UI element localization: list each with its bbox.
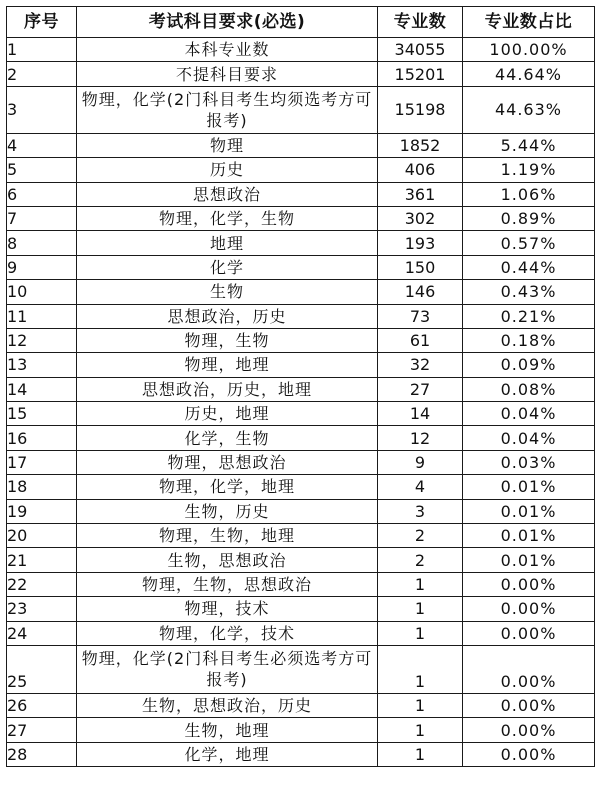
row-number-cell: 11: [7, 304, 77, 328]
table-row: [7, 133, 595, 157]
table-row: [7, 280, 595, 304]
major-percent-cell: 0.43%: [463, 280, 595, 304]
subject-requirement-cell: 历史，地理: [77, 402, 378, 426]
subject-requirement-cell: 物理，生物，思想政治: [77, 572, 378, 596]
major-count-cell: 4: [378, 475, 463, 499]
table-header: [7, 7, 595, 38]
table-row: [7, 693, 595, 717]
major-count-cell: 32: [378, 353, 463, 377]
row-number-cell: 22: [7, 572, 77, 596]
row-number-cell: 15: [7, 402, 77, 426]
major-count-cell: 1: [378, 572, 463, 596]
row-number-cell: 2: [7, 62, 77, 86]
row-number-cell: 10: [7, 280, 77, 304]
subject-requirement-cell: 生物: [77, 280, 378, 304]
row-number-cell: 12: [7, 328, 77, 352]
major-count-cell: 73: [378, 304, 463, 328]
major-percent-cell: 0.21%: [463, 304, 595, 328]
row-number-cell: 5: [7, 158, 77, 182]
major-count-cell: 14: [378, 402, 463, 426]
subject-requirement-cell: 本科专业数: [77, 38, 378, 62]
major-count-cell: 1: [378, 621, 463, 645]
major-count-cell: 15201: [378, 62, 463, 86]
table-row: [7, 621, 595, 645]
subject-requirement-cell: 生物，地理: [77, 718, 378, 742]
major-percent-cell: 0.09%: [463, 353, 595, 377]
major-count-cell: 361: [378, 182, 463, 206]
table-row: [7, 231, 595, 255]
major-percent-cell: 100.00%: [463, 38, 595, 62]
row-number-cell: 21: [7, 548, 77, 572]
header-percent: 专业数占比: [463, 7, 595, 38]
table-row: [7, 597, 595, 621]
major-percent-cell: 0.01%: [463, 499, 595, 523]
table-row: [7, 524, 595, 548]
row-number-cell: 9: [7, 255, 77, 279]
table-row: [7, 450, 595, 474]
major-count-cell: 2: [378, 548, 463, 572]
table-row: [7, 353, 595, 377]
major-percent-cell: 0.18%: [463, 328, 595, 352]
table-row: [7, 86, 595, 133]
major-count-cell: 302: [378, 206, 463, 230]
row-number-cell: 26: [7, 693, 77, 717]
subject-requirement-cell: 历史: [77, 158, 378, 182]
major-percent-cell: 0.00%: [463, 597, 595, 621]
major-percent-cell: 0.00%: [463, 621, 595, 645]
table-row: [7, 206, 595, 230]
subject-requirement-cell: 物理: [77, 133, 378, 157]
major-count-cell: 61: [378, 328, 463, 352]
major-count-cell: 3: [378, 499, 463, 523]
row-number-cell: 14: [7, 377, 77, 401]
table-body: [7, 38, 595, 767]
table-row: [7, 158, 595, 182]
subject-requirement-cell: 不提科目要求: [77, 62, 378, 86]
major-count-cell: 1: [378, 597, 463, 621]
major-count-cell: 34055: [378, 38, 463, 62]
table-row: [7, 499, 595, 523]
subject-requirement-cell: 物理，生物: [77, 328, 378, 352]
major-percent-cell: 0.04%: [463, 426, 595, 450]
table-row: [7, 426, 595, 450]
header-row: [7, 7, 595, 38]
table-row: [7, 402, 595, 426]
row-number-cell: 25: [7, 645, 77, 693]
major-percent-cell: 0.00%: [463, 693, 595, 717]
table-row: [7, 62, 595, 86]
header-count: 专业数: [378, 7, 463, 38]
subject-requirement-cell: 化学，地理: [77, 742, 378, 766]
subject-requirement-cell: 化学，生物: [77, 426, 378, 450]
subject-requirement-cell: 地理: [77, 231, 378, 255]
subject-requirement-cell: 思想政治，历史: [77, 304, 378, 328]
major-count-cell: 1: [378, 645, 463, 693]
subject-requirement-cell: 物理，化学，技术: [77, 621, 378, 645]
subject-requirement-cell: 物理，技术: [77, 597, 378, 621]
row-number-cell: 18: [7, 475, 77, 499]
subject-requirement-cell: 生物，历史: [77, 499, 378, 523]
major-count-cell: 1852: [378, 133, 463, 157]
major-percent-cell: 0.08%: [463, 377, 595, 401]
subject-requirement-cell: 物理，化学(2门科目考生必须选考方可报考): [77, 645, 378, 693]
major-count-cell: 1: [378, 718, 463, 742]
row-number-cell: 1: [7, 38, 77, 62]
major-percent-cell: 0.00%: [463, 742, 595, 766]
row-number-cell: 20: [7, 524, 77, 548]
row-number-cell: 24: [7, 621, 77, 645]
major-percent-cell: 0.01%: [463, 548, 595, 572]
row-number-cell: 23: [7, 597, 77, 621]
major-percent-cell: 5.44%: [463, 133, 595, 157]
row-number-cell: 19: [7, 499, 77, 523]
table-row: [7, 718, 595, 742]
major-percent-cell: 0.04%: [463, 402, 595, 426]
major-percent-cell: 44.63%: [463, 86, 595, 133]
major-count-cell: 146: [378, 280, 463, 304]
row-number-cell: 3: [7, 86, 77, 133]
subject-requirement-cell: 思想政治: [77, 182, 378, 206]
major-count-cell: 12: [378, 426, 463, 450]
row-number-cell: 8: [7, 231, 77, 255]
major-percent-cell: 0.44%: [463, 255, 595, 279]
major-count-cell: 406: [378, 158, 463, 182]
table-row: [7, 742, 595, 766]
row-number-cell: 7: [7, 206, 77, 230]
table-row: [7, 182, 595, 206]
major-percent-cell: 0.89%: [463, 206, 595, 230]
major-count-cell: 150: [378, 255, 463, 279]
major-count-cell: 9: [378, 450, 463, 474]
table-row: [7, 377, 595, 401]
major-percent-cell: 0.03%: [463, 450, 595, 474]
row-number-cell: 13: [7, 353, 77, 377]
major-percent-cell: 0.57%: [463, 231, 595, 255]
major-percent-cell: 1.19%: [463, 158, 595, 182]
major-percent-cell: 0.00%: [463, 645, 595, 693]
major-count-cell: 1: [378, 693, 463, 717]
table-row: [7, 548, 595, 572]
major-count-cell: 27: [378, 377, 463, 401]
subject-requirements-table: [6, 6, 595, 767]
row-number-cell: 6: [7, 182, 77, 206]
subject-requirement-cell: 思想政治，历史，地理: [77, 377, 378, 401]
table-row: [7, 572, 595, 596]
major-count-cell: 1: [378, 742, 463, 766]
subject-requirement-cell: 物理，生物，地理: [77, 524, 378, 548]
row-number-cell: 17: [7, 450, 77, 474]
table-row: [7, 645, 595, 693]
table-row: [7, 38, 595, 62]
major-percent-cell: 0.00%: [463, 718, 595, 742]
major-percent-cell: 0.01%: [463, 524, 595, 548]
header-subject: 考试科目要求(必选): [77, 7, 378, 38]
subject-requirement-cell: 物理，思想政治: [77, 450, 378, 474]
row-number-cell: 27: [7, 718, 77, 742]
subject-requirement-cell: 生物，思想政治: [77, 548, 378, 572]
row-number-cell: 16: [7, 426, 77, 450]
subject-requirement-cell: 化学: [77, 255, 378, 279]
major-percent-cell: 44.64%: [463, 62, 595, 86]
major-count-cell: 2: [378, 524, 463, 548]
row-number-cell: 28: [7, 742, 77, 766]
table-row: [7, 475, 595, 499]
major-percent-cell: 0.00%: [463, 572, 595, 596]
major-percent-cell: 0.01%: [463, 475, 595, 499]
row-number-cell: 4: [7, 133, 77, 157]
subject-requirement-cell: 物理，地理: [77, 353, 378, 377]
subject-requirement-cell: 物理，化学，生物: [77, 206, 378, 230]
table-row: [7, 255, 595, 279]
subject-requirement-cell: 物理，化学(2门科目考生均须选考方可报考): [77, 86, 378, 133]
table-row: [7, 328, 595, 352]
subject-requirement-cell: 物理，化学，地理: [77, 475, 378, 499]
major-percent-cell: 1.06%: [463, 182, 595, 206]
header-no: 序号: [7, 7, 77, 38]
subject-requirement-cell: 生物，思想政治，历史: [77, 693, 378, 717]
table-row: [7, 304, 595, 328]
major-count-cell: 15198: [378, 86, 463, 133]
major-count-cell: 193: [378, 231, 463, 255]
